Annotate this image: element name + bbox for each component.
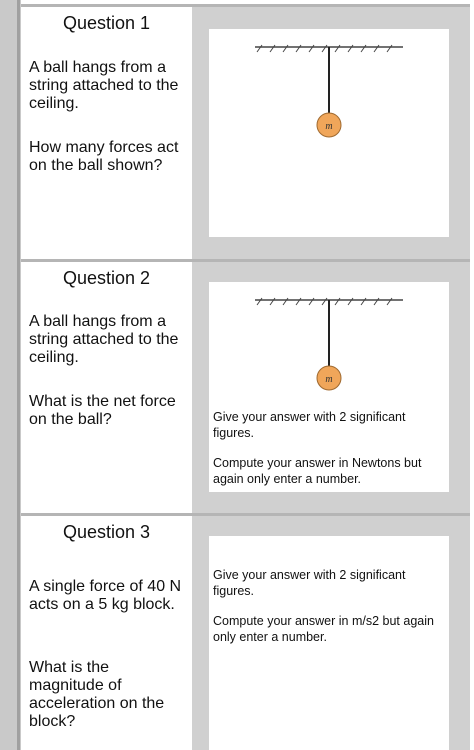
question-row-1 bbox=[21, 7, 470, 259]
answer-note: Give your answer with 2 significant figures. bbox=[213, 410, 406, 440]
question-row-3 bbox=[21, 516, 470, 750]
left-border-line bbox=[17, 0, 20, 750]
pendulum-diagram bbox=[209, 282, 449, 392]
question-cell bbox=[21, 262, 192, 513]
question-text: How many forces act on the ball shown? bbox=[29, 139, 179, 174]
answer-cell bbox=[192, 516, 470, 750]
answer-note: Compute your answer in Newtons but again only enter a number. bbox=[213, 456, 422, 486]
question-text: What is the net force on the ball? bbox=[29, 393, 176, 428]
question-prompt: A ball hangs from a string attached to the ceiling. bbox=[29, 59, 179, 112]
question-cell bbox=[21, 7, 192, 259]
mass-label: m bbox=[325, 374, 333, 385]
question-prompt: A single force of 40 N acts on a 5 kg block. bbox=[29, 578, 182, 613]
question-text: What is the magnitude of acceleration on the block? bbox=[29, 659, 165, 730]
answer-cell bbox=[192, 7, 470, 259]
answer-panel bbox=[209, 536, 449, 750]
diagram-panel bbox=[209, 29, 449, 237]
question-title: Question 3 bbox=[62, 522, 151, 542]
mass-label: m bbox=[325, 121, 333, 132]
answer-note: Compute your answer in m/s2 but again only enter a number. bbox=[213, 614, 434, 644]
pendulum-diagram bbox=[209, 29, 449, 237]
answer-cell bbox=[192, 262, 470, 513]
question-title: Question 1 bbox=[62, 13, 151, 33]
question-prompt: A ball hangs from a string attached to the ceiling. bbox=[29, 313, 179, 366]
diagram-panel bbox=[209, 282, 449, 492]
question-cell bbox=[21, 516, 192, 750]
question-row-2 bbox=[21, 262, 470, 513]
answer-note: Give your answer with 2 significant figures. bbox=[213, 568, 406, 598]
question-title: Question 2 bbox=[62, 268, 151, 288]
